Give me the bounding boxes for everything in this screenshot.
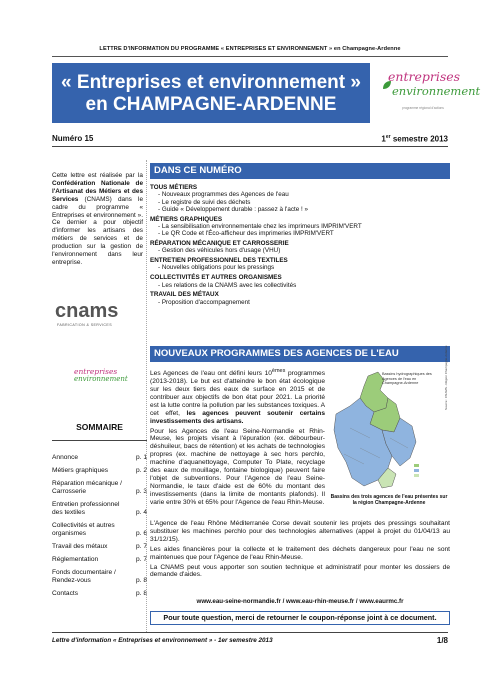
contents-item: - Guide « Développement durable : passez à l'acte ! » [158,205,308,213]
toc-label: Réparation mécanique / Carrosserie [52,480,123,495]
article-body-continued [150,520,450,581]
contents-item: - Le QR Code et l'Éco-afficheur des imprimeries IMPRIM'VERT [158,230,334,238]
contents-item: - Proposition d'accompagnement [158,298,250,306]
contents-item: - Les relations de la CNAMS avec les collectivités [158,281,297,289]
contents-item: - Gestion des véhicules hors d'usage (VHU) [158,247,281,255]
title-banner [52,63,370,123]
article-body [150,368,325,509]
logo-word-entreprises: entreprises [388,69,461,84]
toc-label: Entretien professionnel des textiles [52,501,120,516]
toc-item[interactable] [52,467,147,475]
toc-page: p. 7 [136,543,147,550]
contents-item: - Nouveaux programmes des Agences de l'eau [158,191,289,199]
semester-number: 1 [381,134,386,144]
map-legend-title: Bassins hydrographiques des Agences de l'eau en Champagne-Ardenne [382,372,432,386]
article-paragraph: La CNAMS peut vous apporter son soutien technique et administratif pour monter les dossiers de demande d'aides. [150,563,450,579]
contents-item: - Nouvelles obligations pour les pressings [158,264,275,272]
toc-page: p. 8 [136,577,147,584]
toc-page: p. 4 [136,509,147,516]
article-paragraph: Pour les Agences de l'eau Seine-Normandie et Rhin-Meuse, les projets visant à l'épuration (ex. débourbeur-déshuileur, bacs de rétention) et les achats de technologies propres (ex. machine de nettoyage à sec hors perchlo, machine d'aquanettoyage, Computer To Plate, recyclage des eaux de mouillage, fontaine biologique) peuvent faire l'objet de subventions. Pour l'Agence de l'eau Seine-Normandie, le taux d'aide est de 60% du montant des investissements (dans la limite de montants plafonds). Il varie entre 30% et 65% pour l'Agence de l'eau Rhin-Meuse. [150,427,325,506]
article-paragraph: Les aides financières pour la collecte et le traitement des déchets dangereux pour l'eau ne sont maintenues que pour l'Agence de l'eau Rhin-Meuse. [150,545,450,561]
toc-label: Annonce [52,454,79,461]
map-source: Source : CNAMS - Région Champagne-Ardenne [444,345,448,410]
toc-item[interactable] [52,480,147,496]
article-text: Les Agences de l'eau ont défini leurs 10 [150,370,272,378]
agency-links[interactable]: www.eau-seine-normandie.fr / www.eau-rhin-meuse.fr / www.eaurmc.fr [196,598,404,605]
contents-list [150,184,450,306]
toc-item[interactable] [52,556,147,564]
logo-tagline: programme régional d'actions [402,106,444,110]
intro-part-3: (CNAMS) dans le cadre du programme « Entreprises et environnement ». Ce dernier a pour objectif d'informer les artisans des métiers de services et de production sur la gestion de l'environnement dans leur entreprise. [52,195,143,266]
toc-label: Métiers graphiques [52,467,109,474]
cnams-logo [55,300,145,330]
programme-logo [378,58,481,116]
cnams-subtitle: FABRICATION & SERVICES [57,323,112,327]
cnams-wordmark: cnams [55,300,119,322]
contents-category: RÉPARATION MÉCANIQUE ET CARROSSERIE [150,240,289,248]
semester-suffix: er [385,134,391,140]
intro-text [52,172,143,267]
toc-page: p. 8 [136,590,147,597]
title-line-2: en CHAMPAGNE-ARDENNE [85,94,337,115]
logo-word-environnement: environnement [392,84,481,98]
toc-page: p. 6 [136,530,147,537]
map-caption: Bassins des trois agences de l'eau présentes sur la région Champagne-Ardenne [330,494,448,506]
intro-organisation: Confédération Nationale de l'Artisanat des Métiers et des Services [52,179,143,203]
table-of-contents [52,454,147,603]
title-line-1: « Entreprises et environnement » [61,72,361,93]
issue-divider [52,146,448,147]
toc-page: p. 3 [136,488,147,495]
toc-item[interactable] [52,522,147,538]
contents-category: COLLECTIVITÉS ET AUTRES ORGANISMES [150,274,282,282]
toc-item[interactable] [52,501,147,517]
semester-text: semestre 2013 [390,134,448,144]
article-text: programmes (2013-2018). Le but est d'atteindre le bon état écologique sur les deux tiers des eaux de surface en 2015 et de contribuer aux objectifs de bon état pour 2021. La priorité est la lutte contre la pollution par les substances toxiques. A cet effet, [150,370,325,417]
contents-category: TRAVAIL DES MÉTAUX [150,291,219,299]
footer-text: Lettre d'information « Entreprises et environnement » - 1er semestre 2013 [52,637,273,644]
page-number: 1/8 [436,636,448,645]
newsletter-label: LETTRE D'INFORMATION DU PROGRAMME « ENTREPRISES ET ENVIRONNEMENT » en Champagne-Ardenne [99,46,401,52]
toc-page: p. 1 [136,454,147,461]
section-heading-article: NOUVEAUX PROGRAMMES DES AGENCES DE L'EAU [150,346,450,362]
toc-page: p. 7 [136,556,147,563]
sommaire-title: SOMMAIRE [76,422,123,432]
toc-label: Travail des métaux [52,543,108,550]
contents-item: - La sensibilisation environnementale chez les imprimeurs IMPRIM'VERT [158,222,362,230]
small-logo-word-entreprises: entreprises [74,367,118,376]
toc-label: Contacts [52,590,79,597]
toc-item[interactable] [52,543,147,551]
footer-divider [52,632,448,633]
contents-category: ENTRETIEN PROFESSIONNEL DES TEXTILES [150,257,288,265]
sommaire-divider [52,440,147,441]
issue-number: Numéro 15 [52,134,94,143]
contents-category: MÉTIERS GRAPHIQUES [150,215,223,223]
toc-item[interactable] [52,569,147,585]
top-divider [52,56,448,57]
article-superscript: èmes [271,368,286,374]
article-paragraph [150,368,325,426]
contents-category: TOUS MÉTIERS [150,184,198,191]
section-heading-contents: DANS CE NUMÉRO [150,163,450,179]
water-basins-map [330,368,450,493]
toc-item[interactable] [52,590,147,598]
toc-label: Fonds documentaire / Rendez-vous [52,569,116,584]
intro-part-1: Cette lettre est réalisée par la [52,172,143,179]
programme-logo-small [70,362,130,392]
column-divider [146,160,147,632]
callout-box: Pour toute question, merci de retourner le coupon-réponse joint à ce document. [150,611,450,625]
semester [381,134,448,144]
small-logo-word-environnement: environnement [74,375,128,383]
article-paragraph: L'Agence de l'eau Rhône Méditerranée Corse devait soutenir les projets des pressings souhaitant substituer les machines perchlo pour des technologies alternatives (appel à projet du 01/04/13 au 31/12/15). [150,520,450,543]
toc-label: Réglementation [52,556,99,563]
article-highlight: les agences peuvent soutenir certains investissements des artisans. [150,409,325,425]
toc-page: p. 2 [136,467,147,474]
contents-item: - Le registre de suivi des déchets [158,198,251,206]
toc-item[interactable] [52,454,147,462]
toc-label: Collectivités et autres organismes [52,522,115,537]
